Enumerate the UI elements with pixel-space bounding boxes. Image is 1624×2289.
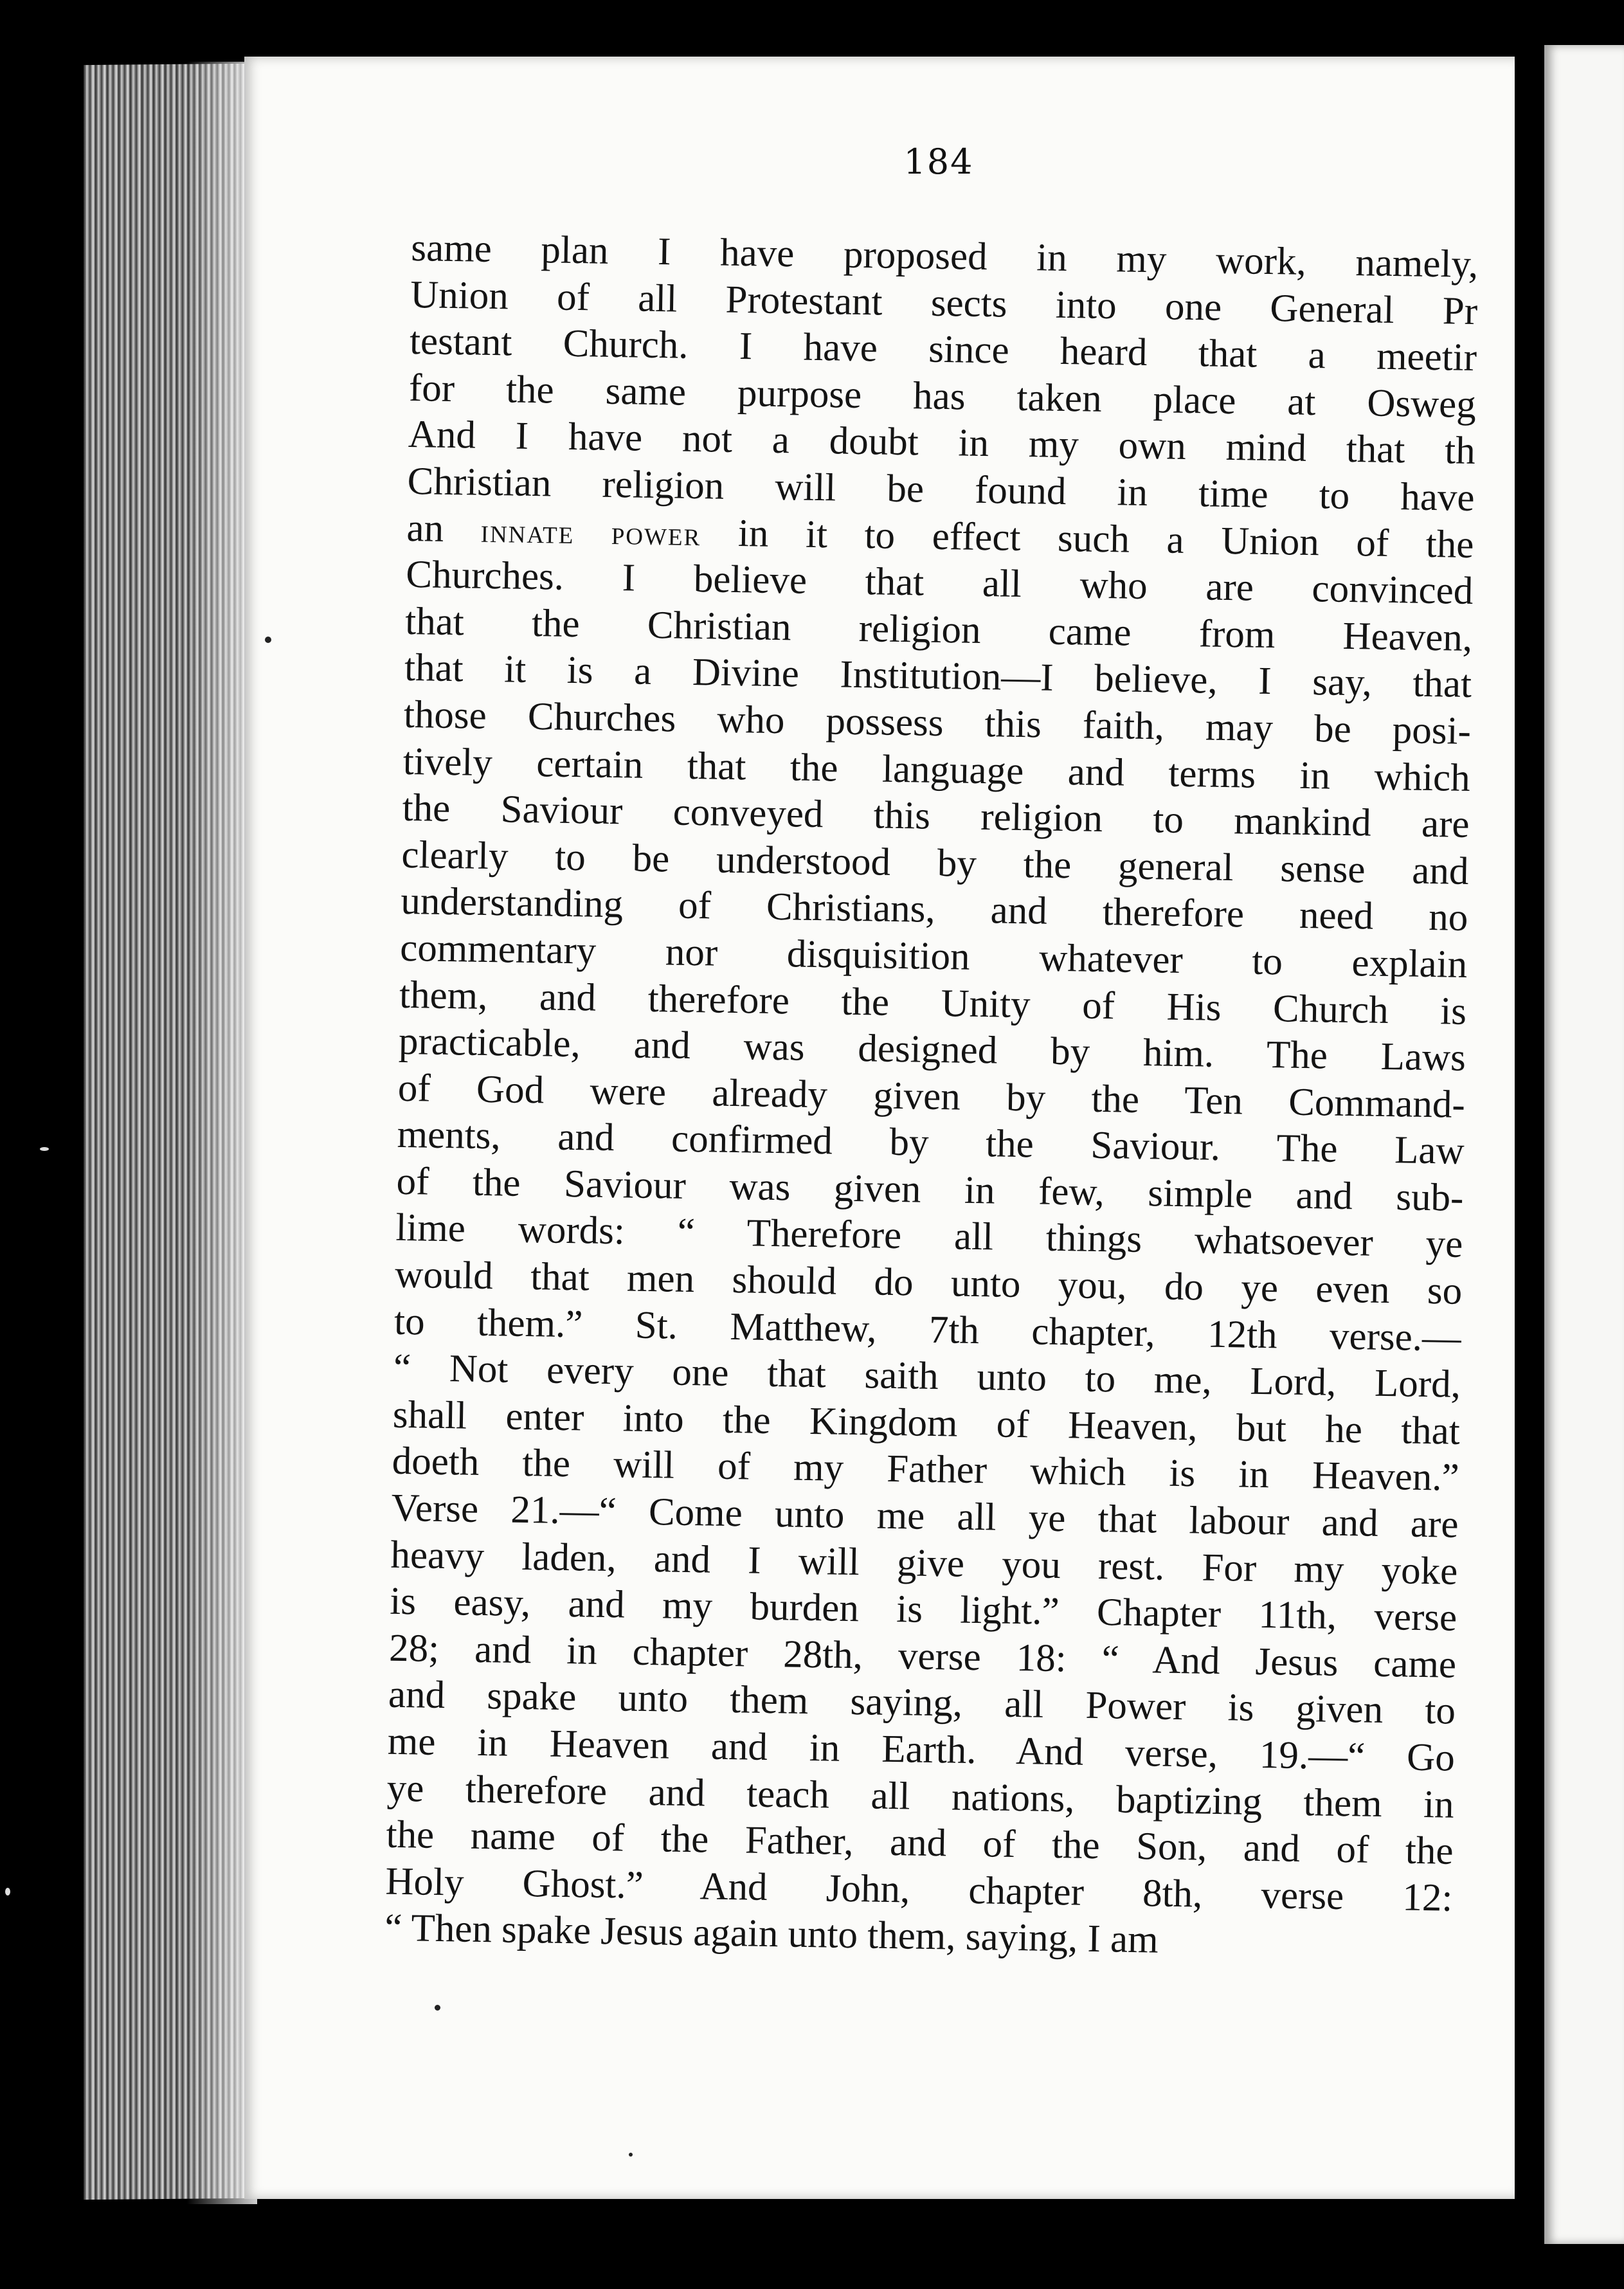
text-line: same plan I have proposed in my work, namely, [410,226,1479,287]
text-line: Holy Ghost.” And John, chapter 8th, verse 12: [385,1859,1453,1920]
text-line: ye therefore and teach all nations, baptizing them in [386,1766,1455,1827]
text-line: “ Not every one that saith unto to me, Lord, Lord, [393,1346,1461,1407]
text-line: that it is a Divine Institution—I believe, I say, that [404,646,1472,707]
text-line: shall enter into the Kingdom of Heaven, but he that [392,1393,1461,1453]
text-line: clearly to be understood by the general sense and [401,833,1469,893]
binding-gutter [1515,39,1544,2244]
scan-speck [5,1888,10,1895]
text-line: testant Church. I have since heard that a meetir [409,320,1477,380]
text-line: the name of the Father, and of the Son, and of the [386,1813,1454,1873]
text-line: Union of all Protestant sects into one General Pr [410,273,1478,333]
text-line: Verse 21.—“ Come unto me all ye that labour and are [391,1486,1459,1546]
text-line: commentary nor disquisition whatever to explain [399,926,1468,986]
text-line: me in Heaven and in Earth. And verse, 19.—“ Go [387,1719,1456,1780]
body-text [384,225,1479,1969]
text-line: understanding of Christians, and therefore need no [400,880,1468,940]
text-line: lime words: “ Therefore all things whatsoever ye [395,1206,1463,1267]
text-line: doeth the will of my Father which is in Heaven.” [392,1440,1460,1500]
text-line: those Churches who possess this faith, may be posi- [403,692,1472,753]
text-line: ments, and confirmed by the Saviour. The Law [397,1113,1465,1173]
text-line: is easy, and my burden is light.” Chapter 11th, verse [389,1579,1457,1640]
scan-speck [40,1147,49,1151]
text-line: the Saviour conveyed this religion to mankind are [402,786,1470,847]
text-line: tively certain that the language and terms in which [402,739,1471,800]
text-line: them, and therefore the Unity of His Church is [399,973,1467,1033]
text-line: and spake unto them saying, all Power is given to [388,1673,1456,1733]
text-line: of the Saviour was given in few, simple and sub- [396,1159,1464,1220]
text-line: Christian religion will be found in time to have [407,459,1475,520]
scan-speck [629,2153,633,2157]
text-line: to them.” St. Matthew, 7th chapter, 12th verse.— [393,1299,1462,1360]
text-line: of God were already given by the Ten Command- [397,1066,1466,1126]
text-line: And I have not a doubt in my own mind that th [408,413,1476,473]
text-line: “ Then spake Jesus again unto them, saying, I am [384,1906,1159,1962]
scan-speck [435,2005,440,2011]
text-line: that the Christian religion came from Heaven, [404,599,1473,660]
text-line: 28; and in chapter 28th, verse 18: “ And Jesus came [388,1626,1457,1687]
scan-speck [265,637,271,643]
text-line: heavy laden, and I will give you rest. For my yoke [390,1533,1458,1593]
page-number: 184 [903,141,974,182]
text-line: would that men should do unto you, do ye even so [394,1253,1463,1313]
facing-page-edge [1544,45,1624,2244]
text-line: Churches. I believe that all who are convinced [405,553,1474,613]
small-caps-phrase: innate power [480,512,701,553]
text-line-with-small-caps: an innate power in it to effect such a Union of the [406,506,1474,566]
text-line: practicable, and was designed by him. The Laws [398,1019,1466,1080]
text-line: for the same purpose has taken place at Osweg [408,366,1477,426]
